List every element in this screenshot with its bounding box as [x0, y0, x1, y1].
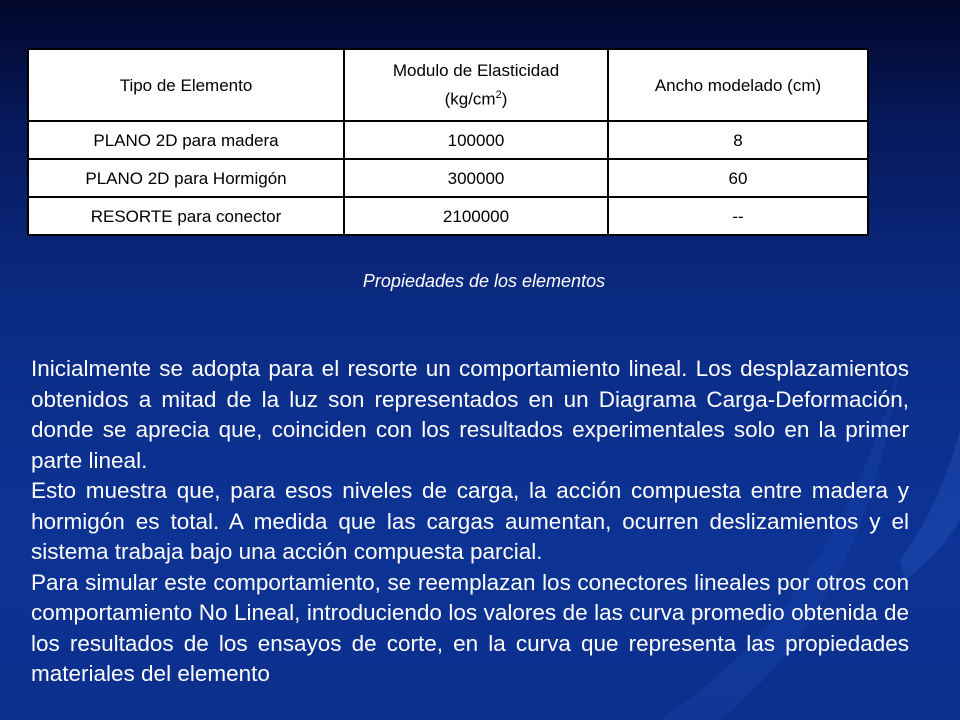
header-modulo-unit-close: ) — [501, 89, 508, 109]
table-row — [28, 197, 868, 235]
table-row — [28, 121, 868, 159]
cell-ancho: 8 — [608, 121, 868, 159]
header-modulo-unit-exponent: 2 — [495, 89, 502, 102]
header-ancho-modelado: Ancho modelado (cm) — [608, 49, 868, 121]
header-modulo-elasticidad — [344, 49, 608, 121]
cell-ancho: -- — [608, 197, 868, 235]
table-header-row — [28, 49, 868, 121]
paragraph-nonlinear-simulation: Para simular este comportamiento, se reemplazan los conectores lineales por otros con comportamiento No Lineal, introduciendo los valores de las curva promedio obtenida de los resultados de los ensayos de corte, en la curva que representa las propiedades materiales del elemento — [31, 569, 909, 686]
cell-modulo: 2100000 — [344, 197, 608, 235]
table-row — [28, 159, 868, 197]
cell-tipo: PLANO 2D para madera — [28, 121, 344, 159]
body-text — [31, 354, 909, 690]
cell-modulo: 300000 — [344, 159, 608, 197]
cell-tipo: RESORTE para conector — [28, 197, 344, 235]
table-caption: Propiedades de los elementos — [362, 271, 606, 291]
paragraph-composite-action: Esto muestra que, para esos niveles de carga, la acción compuesta entre madera y hormigón es total. A medida que las cargas aumentan, ocurren deslizamientos y el sistema trabaja bajo una acción compuesta parcial. — [31, 478, 909, 564]
header-modulo-label: Modulo de Elasticidad — [392, 61, 560, 81]
header-tipo-elemento: Tipo de Elemento — [28, 49, 344, 121]
paragraph-linear-behavior: Inicialmente se adopta para el resorte un comportamiento lineal. Los desplazamientos obtenidos a mitad de la luz son representados en un Diagrama Carga-Deformación, donde se aprecia que, coinciden con los resultados experimentales solo en la primer parte lineal. — [31, 356, 909, 473]
element-properties-table — [27, 48, 869, 236]
cell-modulo: 100000 — [344, 121, 608, 159]
header-modulo-unit-open: (kg/cm — [444, 89, 496, 109]
cell-tipo: PLANO 2D para Hormigón — [28, 159, 344, 197]
cell-ancho: 60 — [608, 159, 868, 197]
